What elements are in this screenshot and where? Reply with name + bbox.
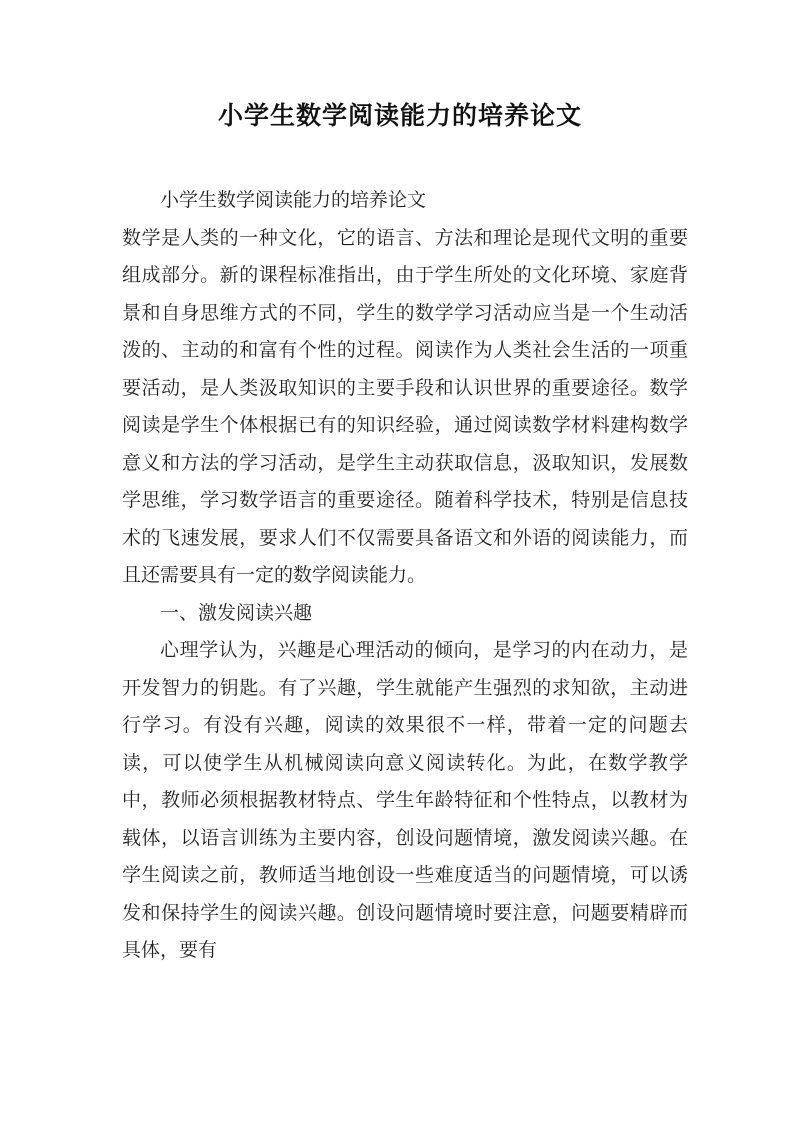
page-title: 小学生数学阅读能力的培养论文 bbox=[217, 101, 582, 130]
section-heading: 一、激发阅读兴趣 bbox=[160, 601, 313, 624]
paragraph-subtitle: 小学生数学阅读能力的培养论文 bbox=[160, 189, 427, 211]
paragraph-interest: 心理学认为，兴趣是心理活动的倾向，是学习的内在动力，是开发智力的钥匙。有了兴趣，学生就能产生强烈的求知欲，主动进行学习。有没有兴趣，阅读的效果很不一样，带着一定的问题去读，可以使学生从机械阅读向意义阅读转化。为此，在数学教学中，教师必须根据教材特点、学生年龄特征和个性特点，以教材为载体，以语言训练为主要内容，创设问题情境，激发阅读兴趣。在学生阅读之前，教师适当地创设一些难度适当的问题情境，可以诱发和保持学生的阅读兴趣。创设问题情境时要注意，问题要精辟而具体，要有 bbox=[122, 639, 688, 961]
document-body bbox=[122, 182, 688, 970]
paragraph-intro: 数学是人类的一种文化，它的语言、方法和理论是现代文明的重要组成部分。新的课程标准指出，由于学生所处的文化环境、家庭背景和自身思维方式的不同，学生的数学学习活动应当是一个生动活泼的、主动的和富有个性的过程。阅读作为人类社会生活的一项重要活动，是人类汲取知识的主要手段和认识世界的重要途径。数学阅读是学生个体根据已有的知识经验，通过阅读数学材料建构数学意义和方法的学习活动，是学生主动获取信息，汲取知识，发展数学思维，学习数学语言的重要途径。随着科学技术，特别是信息技术的飞速发展，要求人们不仅需要具备语文和外语的阅读能力，而且还需要具有一定的数学阅读能力。 bbox=[122, 226, 688, 586]
